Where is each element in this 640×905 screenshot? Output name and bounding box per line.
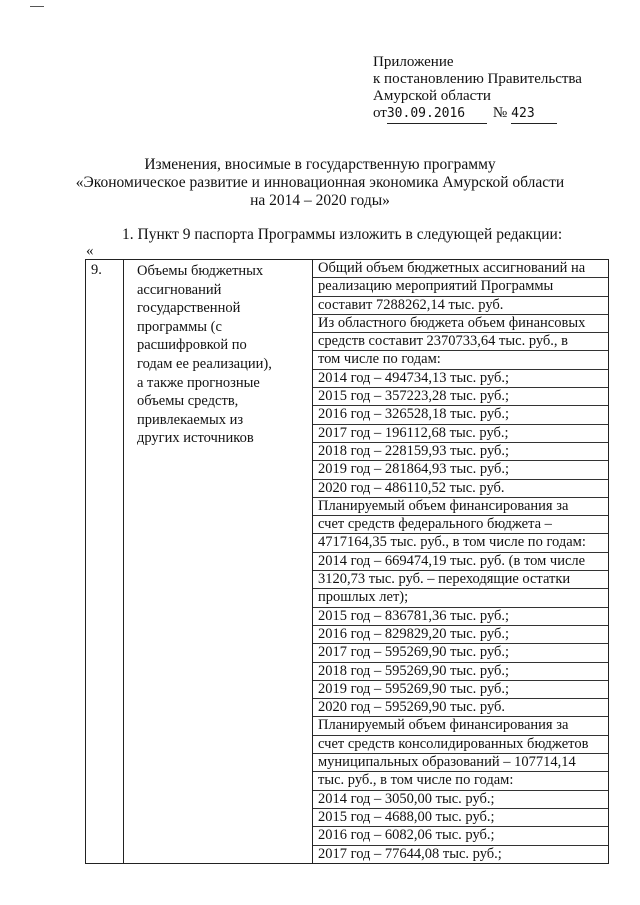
content-line: 2019 год – 595269,90 тыс. руб.;: [313, 681, 608, 699]
opening-quote: «: [86, 243, 94, 259]
content-line: счет средств консолидированных бюджетов: [313, 736, 608, 754]
description-line: государственной: [137, 300, 241, 317]
description-line: ассигнований: [137, 281, 222, 298]
description-line: программы (с: [137, 318, 222, 335]
content-line: Из областного бюджета объем финансовых: [313, 315, 608, 333]
description-line: а также прогнозные: [137, 374, 260, 391]
title-line-3: на 2014 – 2020 годы»: [250, 192, 390, 209]
content-line: 2014 год – 669474,19 тыс. руб. (в том числе: [313, 553, 608, 571]
title-line-2: «Экономическое развитие и инновационная экономика Амурской области: [75, 174, 565, 191]
header-region: Амурской области: [373, 88, 491, 104]
content-line: 2014 год – 3050,00 тыс. руб.;: [313, 791, 608, 809]
content-line: прошлых лет);: [313, 589, 608, 607]
content-line: 2017 год – 595269,90 тыс. руб.;: [313, 644, 608, 662]
amendment-paragraph: 1. Пункт 9 паспорта Программы изложить в следующей редакции:: [122, 226, 563, 243]
row-description-cell: [124, 260, 313, 864]
content-line: 4717164,35 тыс. руб., в том числе по годам:: [313, 534, 608, 552]
content-line: счет средств федерального бюджета –: [313, 516, 608, 534]
description-line: годам ее реализации),: [137, 355, 272, 372]
description-line: других источников: [137, 430, 254, 447]
description-line: Объемы бюджетных: [137, 263, 264, 279]
content-line: 2018 год – 228159,93 тыс. руб.;: [313, 443, 608, 461]
content-line: 2015 год – 4688,00 тыс. руб.;: [313, 809, 608, 827]
top-scan-mark: [30, 0, 44, 7]
content-line: 2016 год – 829829,20 тыс. руб.;: [313, 626, 608, 644]
content-line: том числе по годам:: [313, 351, 608, 369]
content-line: составит 7288262,14 тыс. руб.: [313, 297, 608, 315]
content-line: 2016 год – 326528,18 тыс. руб.;: [313, 406, 608, 424]
row-number-cell: 9.: [86, 260, 124, 864]
content-line: 2018 год – 595269,90 тыс. руб.;: [313, 663, 608, 681]
title-line-1: Изменения, вносимые в государственную программу: [144, 156, 496, 173]
number-prefix: №: [492, 105, 508, 121]
number-value: 423: [511, 105, 557, 124]
header-date-number: [373, 104, 557, 124]
content-line: 2020 год – 486110,52 тыс. руб.: [313, 480, 608, 498]
description-line: объемы средств,: [137, 393, 239, 410]
description-line: расшифровкой по: [137, 337, 247, 354]
table-row: [86, 260, 609, 864]
content-line: 2019 год – 281864,93 тыс. руб.;: [313, 461, 608, 479]
description-line: привлекаемых из: [137, 411, 244, 428]
content-line: муниципальных образований – 107714,14: [313, 754, 608, 772]
content-line: 2017 год – 196112,68 тыс. руб.;: [313, 425, 608, 443]
content-line: 2015 год – 836781,36 тыс. руб.;: [313, 608, 608, 626]
header-appendix: Приложение: [373, 54, 454, 70]
content-line: 2020 год – 595269,90 тыс. руб.: [313, 699, 608, 717]
content-line: Планируемый объем финансирования за: [313, 498, 608, 516]
row-content-cell: [313, 260, 609, 864]
content-line: 2016 год – 6082,06 тыс. руб.;: [313, 827, 608, 845]
content-line: Планируемый объем финансирования за: [313, 717, 608, 735]
date-prefix: от: [373, 105, 387, 121]
content-line: 2017 год – 77644,08 тыс. руб.;: [318, 845, 502, 862]
content-line: Общий объем бюджетных ассигнований на: [313, 260, 608, 278]
program-passport-table: [85, 259, 609, 864]
content-line: 3120,73 тыс. руб. – переходящие остатки: [313, 571, 608, 589]
date-value: 30.09.2016: [387, 105, 487, 124]
content-line: 2014 год – 494734,13 тыс. руб.;: [313, 370, 608, 388]
content-line: средств составит 2370733,64 тыс. руб., в: [313, 333, 608, 351]
content-line: тыс. руб., в том числе по годам:: [313, 772, 608, 790]
content-line: 2015 год – 357223,28 тыс. руб.;: [313, 388, 608, 406]
content-line: реализацию мероприятий Программы: [313, 278, 608, 296]
header-resolution: к постановлению Правительства: [373, 71, 582, 87]
